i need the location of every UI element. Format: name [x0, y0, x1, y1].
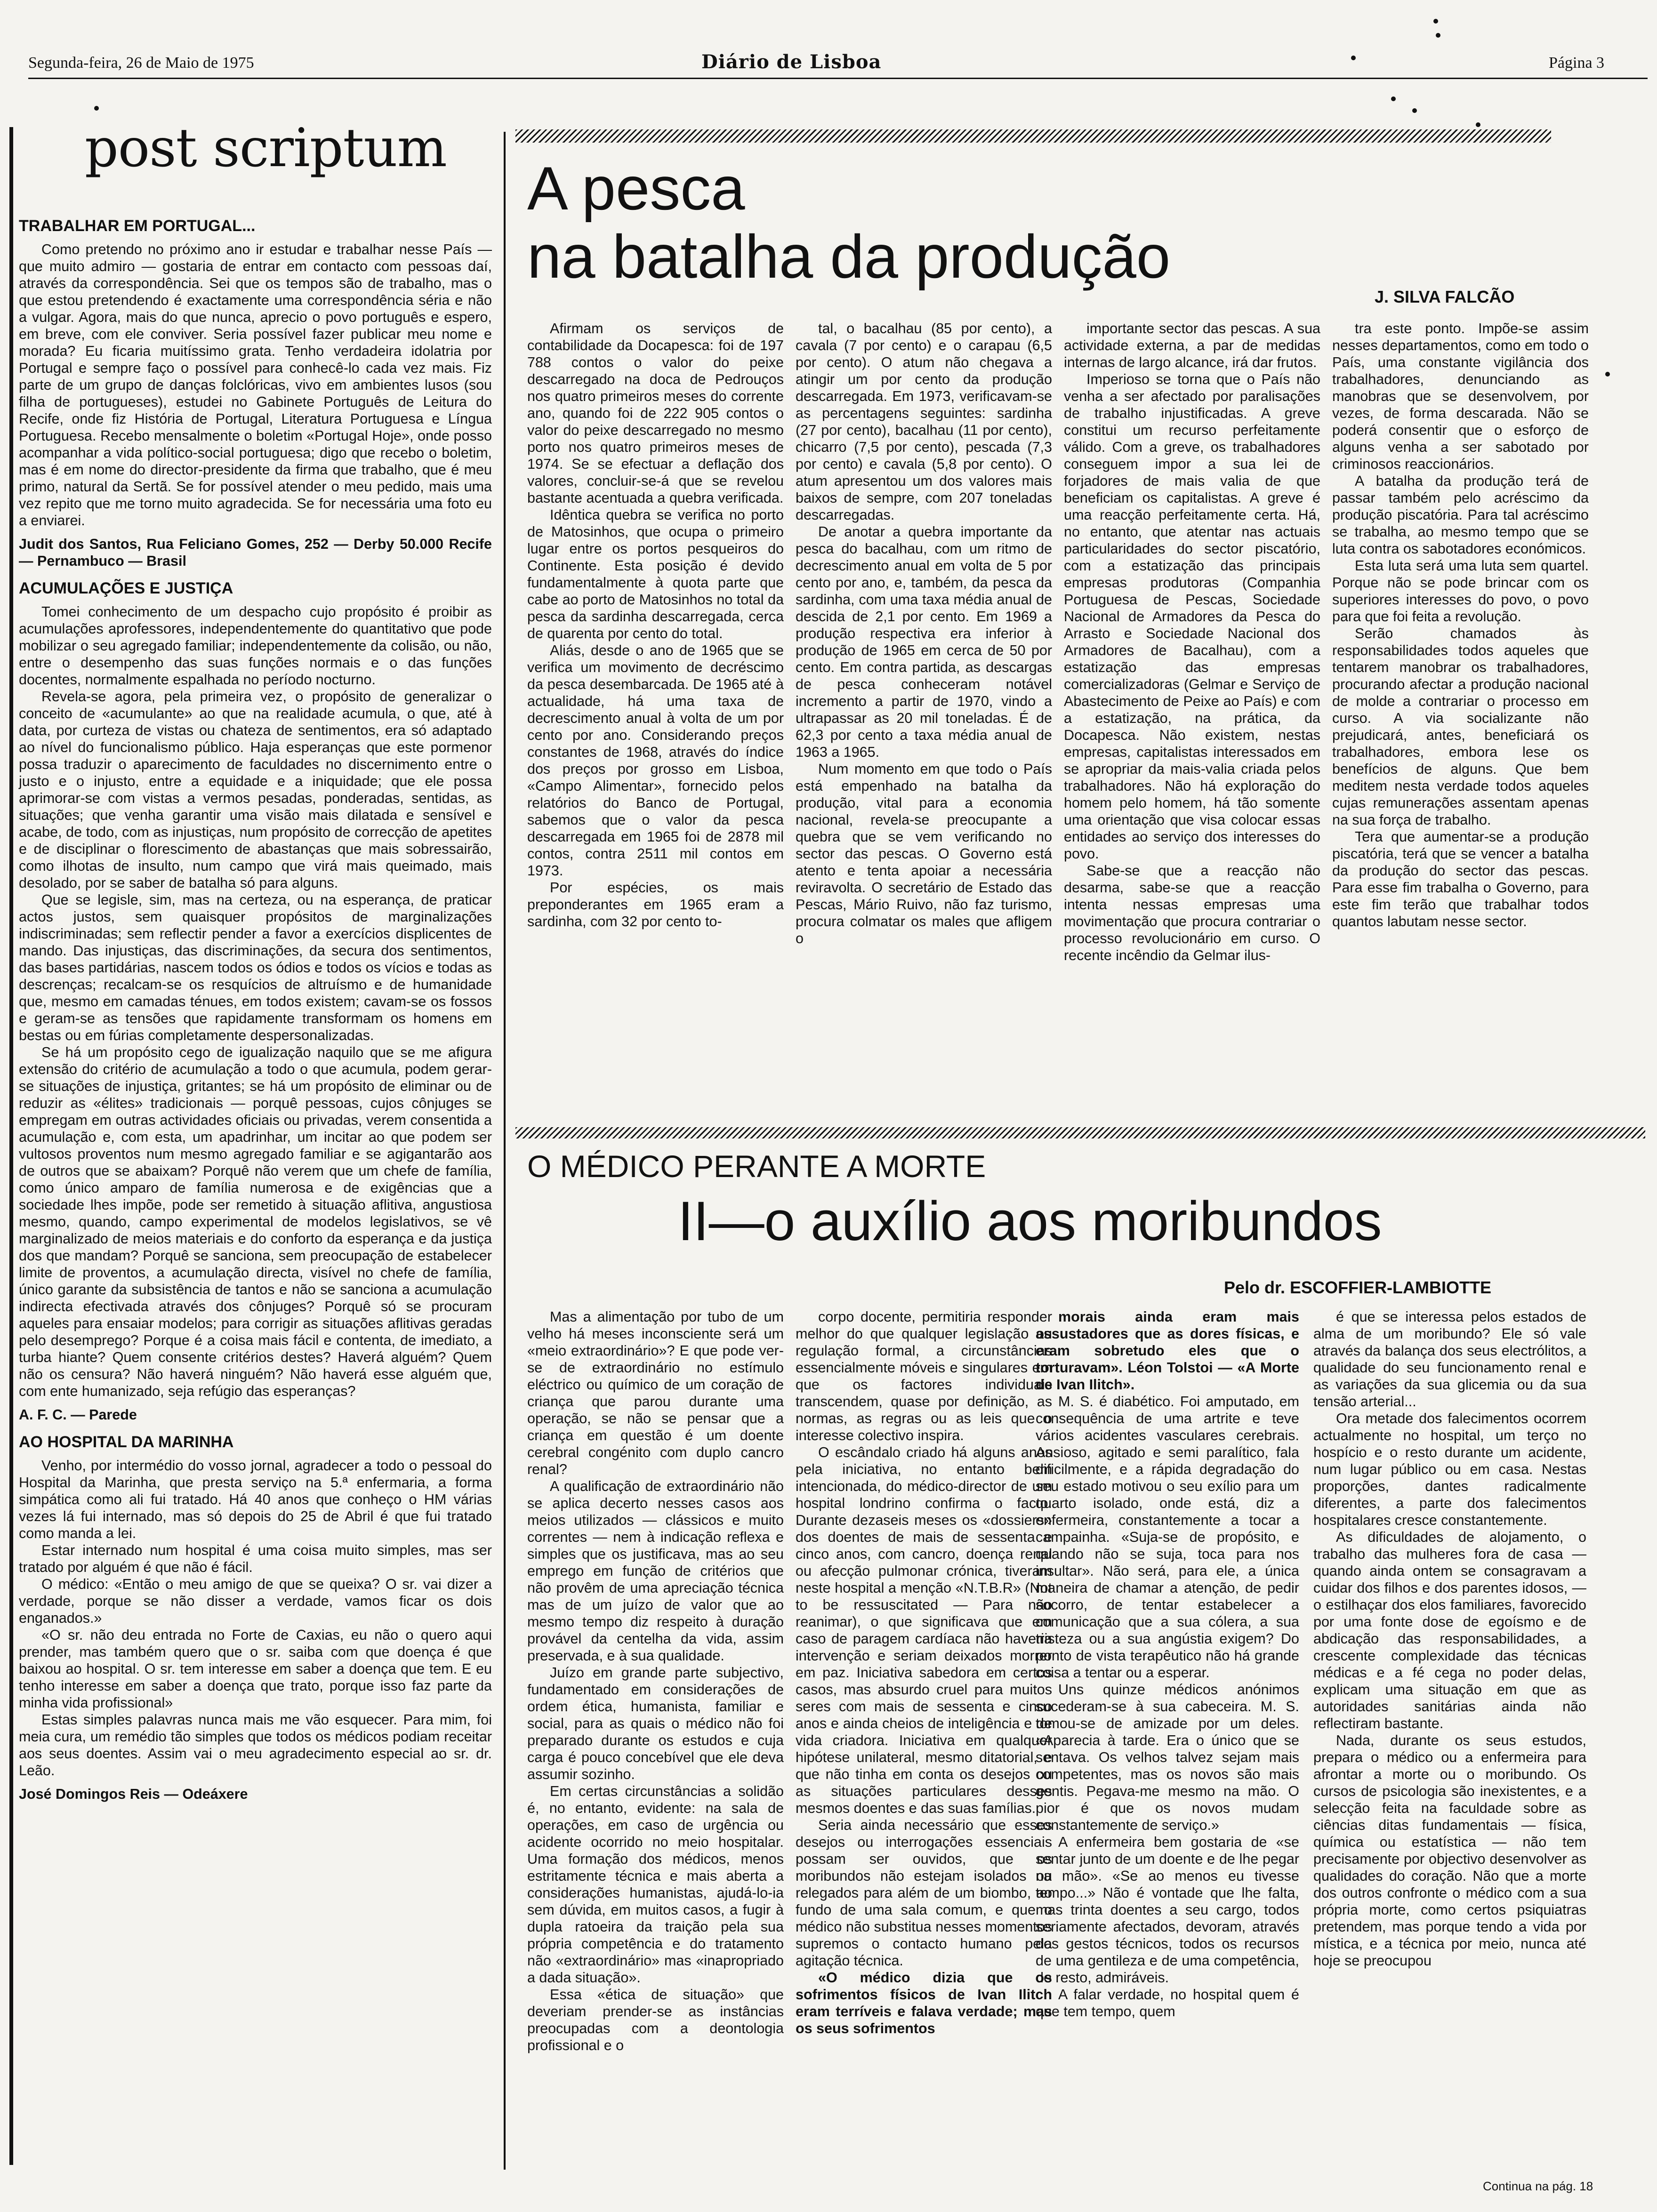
medico-kicker: O MÉDICO PERANTE A MORTE — [527, 1149, 986, 1184]
medico-column-2 — [796, 1308, 1052, 2037]
ps-heading: ACUMULAÇÕES E JUSTIÇA — [19, 579, 233, 597]
ink-speck — [1605, 372, 1610, 377]
ps-body — [19, 207, 492, 1807]
ps-signature: A. F. C. — Parede — [19, 1407, 137, 1423]
pesca-paragraph: tra este ponto. Impõe-se assim nesses departamentos, como em todo o País, uma constante vigilância dos trabalhadores, denunciando as manobras que se desenvolvem, por vezes, de forma descarada. Não se poderá consentir que o esforço de alguns venha a ser sabotado por criminosos reaccionários. — [1332, 321, 1589, 472]
medico-byline: Pelo dr. ESCOFFIER-LAMBIOTTE — [1224, 1278, 1492, 1297]
pesca-paragraph: Sabe-se que a reacção não desarma, sabe-se que a reacção intenta nessas empresas uma movimentação que procura contrariar o processo revolucionário em curso. O recente incêndio da Gelmar ilus- — [1064, 863, 1320, 963]
pesca-paragraph: importante sector das pescas. A sua actividade externa, a par de medidas internas de largo alcance, irá dar frutos. — [1064, 321, 1320, 370]
header-rule — [28, 78, 1648, 79]
medico-column-3 — [1036, 1308, 1299, 2020]
ps-paragraph: O médico: «Então o meu amigo de que se queixa? O sr. vai dizer a verdade, porque se não disser a verdade, vamos ficar os dois enganados.» — [19, 1576, 492, 1626]
pesca-title-line2: na batalha da produção — [527, 222, 1171, 291]
pesca-paragraph: Idêntica quebra se verifica no porto de Matosinhos, que ocupa o primeiro lugar entre os portos pesqueiros do Continente. Esta posição é devido fundamentalmente à quota parte que cabe ao porto de Matosinhos no total da pesca da sardinha descarregada, cerca de quarenta por cento do total. — [527, 507, 784, 641]
ink-speck — [1412, 108, 1417, 113]
medico-title: II—o auxílio aos moribundos — [678, 1190, 1382, 1252]
medico-paragraph: As dificuldades de alojamento, o trabalho das mulheres fora de casa — quando ainda ontem se consagravam a cuidar dos filhos e dos parentes idosos, — o estilhaçar dos elos familiares, favorecido por uma fonte dose de egoísmo e de abdicação das responsabilidades, a crescente complexidade das técnicas médicas e a fé cega no poder delas, explicam uma situação em que as autoridades sanitárias ainda não reflectiram bastante. — [1313, 1529, 1586, 1731]
medico-hatch-band — [515, 1127, 1645, 1138]
ps-paragraph: Estar internado num hospital é uma coisa muito simples, mas ser tratado por alguém é que não é fácil. — [19, 1542, 492, 1575]
medico-paragraph: A qualificação de extraordinário não se aplica decerto nesses casos aos meios utilizados — clássicos e muito correntes — nem à indicação reflexa e simples que os justificava, mas ao seu emprego em função de critérios que não provêm de uma apreciação técnica mas de um juízo de valor que ao mesmo tempo diz respeito à duração provável da centelha da vida, assim preservada, e à sua qualidade. — [527, 1478, 784, 1664]
pesca-column-4 — [1332, 320, 1589, 930]
pesca-paragraph: tal, o bacalhau (85 por cento), a cavala (7 por cento) e o carapau (6,5 por cento). O atum não chegava a atingir um por cento da produção descarregada. Em 1973, verificavam-se as percentagens seguintes: sardinha (27 por cento), bacalhau (11 por cento), chicarro (7,5 por cento), pescada (7,3 por cento) e cavala (5,8 por cento). O atum apresentou um dos valores mais baixos de sempre, com 207 toneladas descarregadas. — [796, 321, 1052, 523]
medico-paragraph: A enfermeira bem gostaria de «se sentar junto de um doente e de lhe pegar na mão». «Se ao menos eu tivesse tempo...» Não é vontade que lhe falta, mas trinta doentes a seu cargo, todos seriamente afectados, devoram, através dos gestos técnicos, todos os recursos de uma gentileza e de uma competência, de resto, admiráveis. — [1036, 1834, 1299, 1986]
issue-date: Segunda-feira, 26 de Maio de 1975 — [28, 54, 254, 72]
medico-paragraph: Juízo em grande parte subjectivo, fundamentado em considerações de ordem ética, humanista, familiar e social, para as quais o médico não foi preparado durante os estudos e cuja carga é pouco concebível que ele deva assumir sozinho. — [527, 1665, 784, 1782]
pesca-paragraph: De anotar a quebra importante da pesca do bacalhau, com um ritmo de decrescimento anual em volta de 5 por cento por ano, e, também, da pesca da sardinha, com uma taxa média anual de descida de 2,1 por cento. Em 1969 a produção respectiva era inferior à produção de 1965 em cerca de 50 por cento. Em contra partida, as descargas de pesca conheceram notável incremento a partir de 1970, vindo a ultrapassar as 20 mil toneladas. É de 62,3 por cento a taxa média anual de 1963 a 1965. — [796, 524, 1052, 760]
medico-paragraph: Essa «ética de situação» que deveriam prender-se as instâncias preocupadas com a deontologia profissional e o — [527, 1987, 784, 2053]
medico-column-1 — [527, 1308, 784, 2054]
ps-paragraph: Se há um propósito cego de igualização naquilo que se me afigura extensão do critério de acumulação a todo o que acumula, podem gerar-se situações de injustiça, gritantes; se há um propósito de eliminar ou de reduzir as «élites» tradicionais — porquê pessoas, cujos cônjuges se empregam em outras actividades oficiais ou privadas, verem consentida a acumulação e, com esta, um apadrinhar, um incitar ao que podem ser vultosos proventos num mesmo agregado familiar e se agigantarão aos de outros que se abaixam? Porquê não verem que um chefe de família, como único amparo de família numerosa e de exigências que a sociedade lhes impõe, pode ser remetido à situação aflitiva, angustiosa mesmo, quando, campo experimental de modelos legislativos, se vê marginalizado de meios materiais e do conforto da esperança e da justiça dos que mandam? Porquê se sanciona, sem preocupação de estabelecer limite de proventos, a acumulação directa, visível no chefe de família, único garante da subsistência de tantos e não se sanciona a acumulação indirecta efectivada através dos cônjuges? Porquê só se procuram aqueles para ensaiar modelos; para corrigir as situações aflitivas geradas pelo desemprego? Porque é a coisa mais fácil e contenta, de imediato, a turba hiante? Quem consente critérios destes? Haverá alguém? Quem não os censura? Não haverá ninguém? Não haverá esse alguém que, com ente humanizado, seja refúgio das esperanças? — [19, 1044, 492, 1399]
continued-note: Continua na pág. 18 — [1483, 2179, 1593, 2193]
medico-paragraph: Mas a alimentação por tubo de um velho há meses inconsciente será um «meio extraordinário»? E que pode ver-se de extraordinário no estímulo eléctrico ou químico de um coração de criança que parou durante uma operação, se não se pensar que a criança em questão é um doente cerebral congénito com duplo cancro renal? — [527, 1309, 784, 1477]
ink-speck — [1391, 96, 1396, 101]
ink-speck — [1351, 56, 1356, 60]
ps-heading: TRABALHAR EM PORTUGAL... — [19, 217, 256, 235]
ink-speck — [1433, 19, 1438, 24]
ps-paragraph: Que se legisle, sim, mas na certeza, ou na esperança, de praticar actos justos, sem quaisquer propósitos de marginalizações indiscriminadas; sem reflectir pender a favor a exercícios displicentes de mando. Das injustiças, das discriminações, da secura dos sentimentos, das bases partidárias, nascem todos os ódios e todos os vícios e todas as descrenças; recalcam-se os resquícios de altruísmo e de humanidade que, mesmo em camadas ténues, em todos existem; cavam-se os fossos e geram-se as tensões que rapidamente transformam os homens em bestas ou em fúrias completamente despersonalizadas. — [19, 892, 492, 1043]
medico-paragraph: M. S. é diabético. Foi amputado, em consequência de uma artrite e teve vários acidentes vasculares cerebrais. Ansioso, agitado e semi paralítico, fala dificilmente, e a rápida degradação do seu estado motivou o seu exílio para um quarto isolado, onde está, diz a enfermeira, constantemente a tocar a campainha. «Suja-se de propósito, e quando não se suja, toca para nos insultar». Não será, para ele, a única maneira de chamar a atenção, de pedir socorro, de tentar estabelecer a comunicação que a sua cólera, a sua tristeza ou a sua angústia exigem? Do ponto de vista terapêutico não há grande coisa a tentar ou a esperar. — [1036, 1394, 1299, 1681]
masthead: Diário de Lisboa — [701, 51, 882, 73]
pesca-paragraph: A batalha da produção terá de passar também pelo acréscimo da produção piscatória. Para tal acréscimo se trabalha, ao mesmo tempo que se luta contra os sabotadores económicos. — [1332, 473, 1589, 557]
ps-paragraph: Estas simples palavras nunca mais me vão esquecer. Para mim, foi meia cura, um remédio tão simples que todos os médicos podiam receitar aos seus doentes. Assim vai o meu agradecimento especial ao sr. dr. Leão. — [19, 1712, 492, 1779]
ps-title: post scriptum — [85, 118, 447, 179]
ps-paragraph: Venho, por intermédio do vosso jornal, agradecer a todo o pessoal do Hospital da Marinha, que presta serviço na 5.ª enfermaria, a forma simpática como ali fui tratado. Há 40 anos que conheço o HM várias vezes lá fui internado, mas só depois do 25 de Abril é que fui tratado como manda a lei. — [19, 1458, 492, 1541]
medico-paragraph: O escândalo criado há alguns anos pela iniciativa, no entanto bem intencionada, do médico-director de um hospital londrino confirma o facto. Durante dezaseis meses os «dossiers» dos doentes de mais de sessenta e cinco anos, com cancro, doença renal ou afecção pulmonar crónica, tiveram neste hospital a menção «N.T.B.R» (Not to be ressuscitated — Para não reanimar), o que significava que em caso de paragem cardíaca não haveria intervenção e seriam deixados morrer em paz. Iniciativa sabedora em certos casos, mas absurdo cruel para muitos seres com mais de sessenta e cinco anos e ainda cheios de inteligência e de vida criadora. Iniciativa em qualquer hipótese unilateral, mesmo ditatorial, e que não tinha em conta os desejos ou as situações particulares desses mesmos doentes e das suas famílias. — [796, 1444, 1052, 1816]
pesca-hatch-band — [515, 129, 1551, 143]
ps-paragraph: Revela-se agora, pela primeira vez, o propósito de generalizar o conceito de «acumulante» ao que na realidade acumula, o que, até à data, por curteza de vistas ou chateza de sentimentos, era só adaptado ao nível do funcionalismo público. Haja esperanças que este pormenor possa traduzir o aparecimento de faculdades no discernimento entre o justo e o injusto, entre a equidade e a iniquidade; que ele possa aprimorar-se com vistas a vermos pesadas, ponderadas, sentidas, as situações; que venha garantir uma visão mais dilatada e sensível e acabe, de todo, com as injustiças, num propósito de correcção de apetites e de disciplinar o florescimento de abastanças que mais sobressairão, como ilhotas de insulto, num campo que virá mais queimado, mais desolado, por se saber de batalha só para alguns. — [19, 689, 492, 891]
ps-paragraph: Tomei conhecimento de um despacho cujo propósito é proibir as acumulações aprofessores, independentemente do quantitativo que pode mobilizar o seu agregado familiar; independentemente da colisão, ou não, entre o desempenho das suas funções normais e o das funções docentes, normalmente espalhada no período nocturno. — [19, 604, 492, 688]
ps-signature: Judit dos Santos, Rua Feliciano Gomes, 252 — Derby 50.000 Recife — Pernambuco — Brasil — [19, 536, 492, 569]
pesca-column-1 — [527, 320, 784, 930]
pesca-column-3 — [1064, 320, 1320, 964]
medico-column-4 — [1313, 1308, 1586, 1969]
ink-speck — [94, 106, 99, 111]
pesca-paragraph: Num momento em que todo o País está empenhado na batalha da produção, vital para a economia nacional, revela-se preocupante a quebra que se vem verificando no sector das pescas. O Governo está atento e tenta apoiar a necessária reviravolta. O secretário de Estado das Pescas, Mário Ruivo, não faz turismo, procura colmatar os males que afligem o — [796, 761, 1052, 946]
pesca-paragraph: Tera que aumentar-se a produção piscatória, terá que se vencer a batalha da produção do sector das pescas. Para esse fim trabalha o Governo, para este fim terão que trabalhar todos quantos labutam nesse sector. — [1332, 829, 1589, 930]
ps-signature: José Domingos Reis — Odeáxere — [19, 1786, 248, 1802]
pesca-paragraph: Afirmam os serviços de contabilidade da Docapesca: foi de 197 788 contos o valor do peixe descarregado na doca de Pedrouços nos quatro primeiros meses do corrente ano, quando foi de 222 905 contos o valor do peixe descarregado no mesmo porto nos quatro primeiros meses de 1974. Se se efectuar a deflação dos valores, concluir-se-á que se revelou bastante acentuada a quebra verificada. — [527, 321, 784, 506]
medico-paragraph: Ora metade dos falecimentos ocorrem actualmente no hospital, um terço no hospício e o resto durante um acidente, num lugar público ou em casa. Nestas proporções, dantes radicalmente diferentes, a parte dos falecimentos hospitalares cresce constantemente. — [1313, 1411, 1586, 1528]
medico-quote: morais ainda eram mais assustadores que as dores físicas, e eram sobretudo eles que o torturavam». Léon Tolstoi — «A Morte de Ivan Ilitch». — [1036, 1309, 1299, 1393]
medico-paragraph: Nada, durante os seus estudos, prepara o médico ou a enfermeira para afrontar a morte ou o moribundo. Os cursos de psicologia são inexistentes, e a selecção feita na faculdade sobre as ciências ditas fundamentais — física, química ou estatística — não tem precisamente por objectivo desenvolver as qualidades do coração. Não que a morte dos outros confronte o médico com a sua própria morte, como certos psiquiatras pretendem, mas porque tendo a vida por mística, e a técnica por meio, nunca até hoje se preocupou — [1313, 1732, 1586, 1969]
medico-quote: «O médico dizia que os sofrimentos físicos de Ivan Ilitch eram terríveis e falava verdade; mas os seus sofrimentos — [796, 1970, 1052, 2036]
pesca-column-2 — [796, 320, 1052, 947]
medico-paragraph: é que se interessa pelos estados de alma de um moribundo? Ele só vale através da balança dos seus electrólitos, a qualidade do seu funcionamento renal e as variações da sua glicemia ou da sua tensão arterial... — [1313, 1309, 1586, 1410]
medico-paragraph: Em certas circunstâncias a solidão é, no entanto, evidente: na sala de operações, em caso de urgência ou acidente ocorrido no meio hospitalar. Uma formação dos médicos, menos estritamente técnica e mais aberta a considerações humanistas, ajudá-lo-ia sem dúvida, em muitos casos, a fugir à dupla ratoeira da traição pela sua própria competência e do tratamento não «extraordinário» mas «inapropriado a dada situação». — [527, 1783, 784, 1986]
ink-speck — [1476, 122, 1480, 127]
pesca-paragraph: Imperioso se torna que o País não venha a ser afectado por paralisações de trabalho injustificadas. A greve constitui um recurso perfeitamente válido. Com a greve, os trabalhadores conseguem impor a sua lei de forjadores de mais valia de que beneficiam os capitalistas. A greve é uma reacção perfeitamente certa. Há, no entanto, que atentar nas actuais particularidades do sector piscatório, com a estatização das principais empresas produtoras (Companhia Portuguesa de Pescas, Sociedade Nacional de Armadores da Pesca do Arrasto e Sociedade Nacional dos Armadores de Bacalhau), com a estatização das empresas comercializadoras (Gelmar e Serviço de Abastecimento de Peixe ao País) e com a estatização, na prática, da Docapesca. Não existem, nestas empresas, capitalistas interessados em se apropriar da mais-valia criada pelos trabalhadores. Não há exploração do homem pelo homem, há tão somente uma orientação que visa colocar essas entidades ao serviço dos interesses do povo. — [1064, 371, 1320, 862]
ps-paragraph: «O sr. não deu entrada no Forte de Caxias, eu não o quero aqui prender, mas também quero que o sr. saiba com que doença é que baixou ao hospital. O sr. tem interesse em saber a doença que tem. E eu tenho interesse em saber a doença que trato, porque isso faz parte da minha vida profissional» — [19, 1627, 492, 1711]
ps-left-bar — [9, 127, 13, 2165]
medico-paragraph: A falar verdade, no hospital quem é que tem tempo, quem — [1036, 1987, 1299, 2020]
ink-speck — [1436, 33, 1440, 38]
pesca-byline: J. SILVA FALCÃO — [1375, 287, 1515, 306]
medico-paragraph: Seria ainda necessário que esses desejos ou interrogações essenciais possam ser ouvidos, que os moribundos não estejam isolados ou relegados para além de um biombo, ao fundo de uma sala comum, e que o médico não substitua nesses momentos supremos o contacto humano pela agitação técnica. — [796, 1817, 1052, 1969]
medico-paragraph: Uns quinze médicos anónimos sucederam-se à sua cabeceira. M. S. tomou-se de amizade por um deles. «Aparecia à tarde. Era o único que se sentava. Os velhos talvez sejam mais competentes, mas os novos são mais gentis. Pegava-me mesmo na mão. O pior é que os novos mudam constantemente de serviço.» — [1036, 1682, 1299, 1833]
ps-heading: AO HOSPITAL DA MARINHA — [19, 1433, 234, 1451]
page-number: Página 3 — [1549, 54, 1605, 72]
ps-paragraph: Como pretendo no próximo ano ir estudar e trabalhar nesse País — que muito admiro — gostaria de entrar em contacto com pessoas daí, através da correspondência. Sei que os tempos são de trabalho, mas o que estou pretendendo é exactamente uma correspondência séria e não a vulgar. Agora, mais do que nunca, aprecio o povo português e espero, em breve, com ele conviver. Seria possível fazer publicar meu nome e morada? Eu ficaria muitíssimo grata. Tenho verdadeira idolatria por Portugal e sempre faço o possível para conhecê-lo cada vez mais. Fiz parte de um grupo de danças folclóricas, vivo em ambientes lusos (sou filha de portugueses), estudei no Gabinete Português de Leitura do Recife, onde fiz História de Portugal, Literatura Portuguesa e Língua Portuguesa. Recebo mensalmente o boletim «Portugal Hoje», onde posso acompanhar a vida político-social portuguesa; digo que recebo o boletim, mas é em nome do director-presidente da firma que trabalho, que é meu primo, natural da Sertã. Se for possível atender o meu pedido, mais uma vez repito que me torno muito agradecida. Se for necessária uma foto eu a enviarei. — [19, 241, 492, 529]
column-divider — [504, 132, 506, 2170]
pesca-paragraph: Esta luta será uma luta sem quartel. Porque não se pode brincar com os superiores interesses do povo, o povo para que foi feita a revolução. — [1332, 558, 1589, 625]
pesca-paragraph: Por espécies, os mais preponderantes em 1965 eram a sardinha, com 32 por cento to- — [527, 880, 784, 930]
pesca-title-line1: A pesca — [527, 154, 745, 223]
pesca-paragraph: Aliás, desde o ano de 1965 que se verifica um movimento de decréscimo da pesca desembarcada. De 1965 até à actualidade, há uma taxa de decrescimento anual à volta de um por cento por ano. Considerando preços constantes de 1968, através do índice dos preços por grosso em Lisboa, «Campo Alimentar», fornecido pelos relatórios do Banco de Portugal, sabemos que o valor da pesca descarregada em 1965 foi de 2878 mil contos, contra 2511 mil contos em 1973. — [527, 642, 784, 879]
medico-paragraph: corpo docente, permitiria responder melhor do que qualquer legislação ou regulação formal, a circunstâncias essencialmente móveis e singulares em que os factores individuais transcendem, quase por definição, as normas, as regras ou as leis que o interesse colectivo inspira. — [796, 1309, 1052, 1443]
pesca-paragraph: Serão chamados às responsabilidades todos aqueles que tentarem manobrar os trabalhadores, procurando afectar a produção nacional de molde a contrariar o processo em curso. A via socializante não prejudicará, antes, beneficiará os trabalhadores, embora lese os benefícios de alguns. Que bem meditem nesta verdade todos aqueles cujas remunerações assentam apenas na sua força de trabalho. — [1332, 625, 1589, 828]
